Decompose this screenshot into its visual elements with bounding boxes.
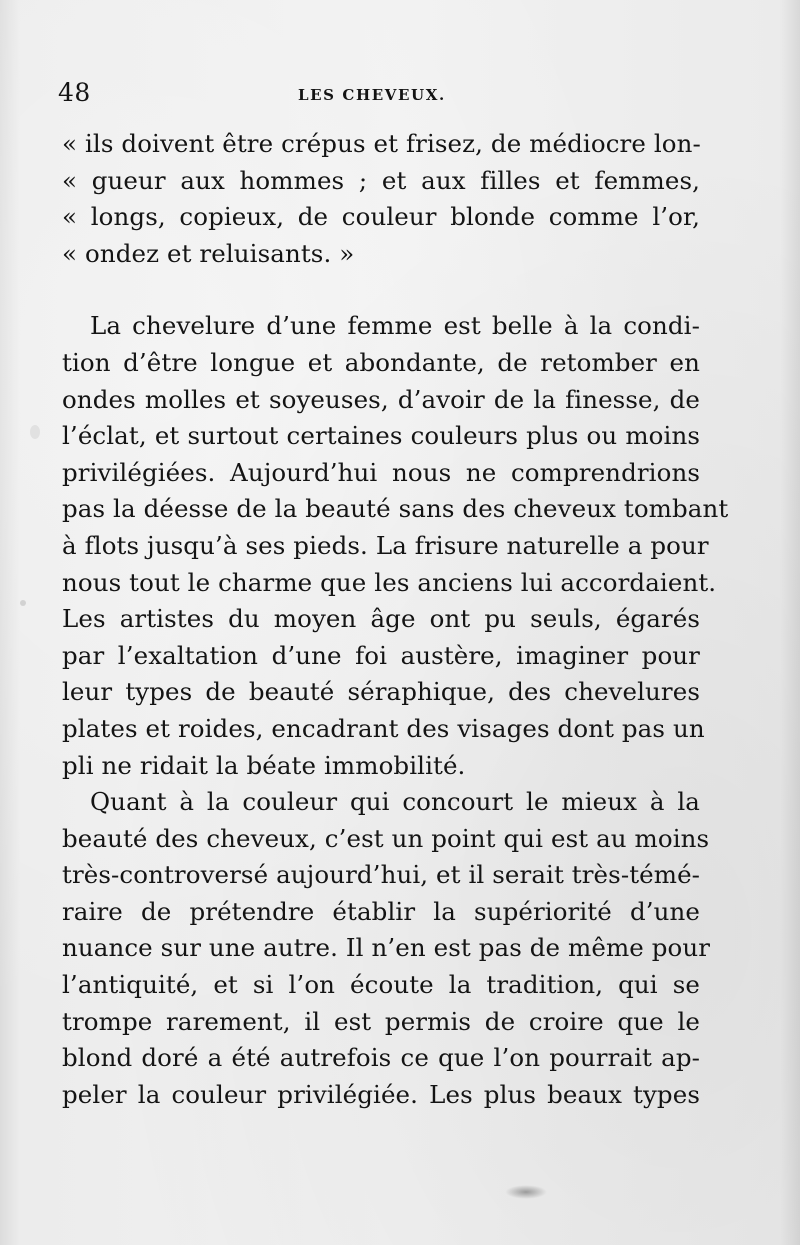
text-line: tion d’être longue et abondante, de retomber en [62, 347, 700, 377]
page-number: 48 [58, 78, 91, 107]
text-line: trompe rarement, il est permis de croire que le [62, 1006, 700, 1036]
text-line: l’éclat, et surtout certaines couleurs plus ou moins [62, 421, 700, 451]
text-line: très-controversé aujourd’hui, et il serait très-témé- [62, 860, 701, 890]
text-line: pas la déesse de la beauté sans des cheveux tombant [62, 494, 729, 524]
text-line: raire de prétendre établir la supériorité d’une [62, 896, 700, 926]
text-line: nous tout le charme que les anciens lui accordaient. [62, 567, 717, 597]
text-line: « ondez et reluisants. » [62, 238, 355, 268]
text-line: beauté des cheveux, c’est un point qui est au moins [62, 823, 710, 853]
text-line: Les artistes du moyen âge ont pu seuls, égarés [62, 604, 700, 634]
body-text [62, 126, 729, 1113]
text-line: Quant à la couleur qui concourt le mieux à la [90, 787, 700, 817]
ink-smudge [505, 1185, 547, 1199]
text-line: leur types de beauté séraphique, des chevelures [62, 677, 700, 707]
text-line: « longs, copieux, de couleur blonde comme l’or, [62, 202, 700, 232]
text-line: à flots jusqu’à ses pieds. La frisure naturelle a pour [62, 530, 709, 560]
paper-spot [20, 600, 26, 606]
text-line: La chevelure d’une femme est belle à la condi- [90, 311, 700, 341]
paragraph-gap [62, 272, 700, 308]
text-line: nuance sur une autre. Il n’en est pas de même pour [62, 933, 711, 963]
running-head: LES CHEVEUX. [298, 86, 446, 104]
text-line: par l’exaltation d’une foi austère, imaginer pour [62, 640, 700, 670]
text-line: « gueur aux hommes ; et aux filles et femmes, [62, 165, 700, 195]
text-line: peler la couleur privilégiée. Les plus beaux types [62, 1079, 700, 1109]
text-line: privilégiées. Aujourd’hui nous ne comprendrions [62, 457, 700, 487]
text-line: pli ne ridait la béate immobilité. [62, 750, 466, 780]
text-line: ondes molles et soyeuses, d’avoir de la finesse, de [62, 384, 700, 414]
text-line: l’antiquité, et si l’on écoute la tradition, qui se [62, 970, 700, 1000]
text-line: plates et roides, encadrant des visages dont pas un [62, 713, 705, 743]
text-line: blond doré a été autrefois ce que l’on pourrait ap- [62, 1043, 700, 1073]
text-line: « ils doivent être crépus et frisez, de médiocre lon- [62, 129, 701, 158]
page-header [58, 78, 698, 118]
paper-spot [30, 425, 40, 439]
